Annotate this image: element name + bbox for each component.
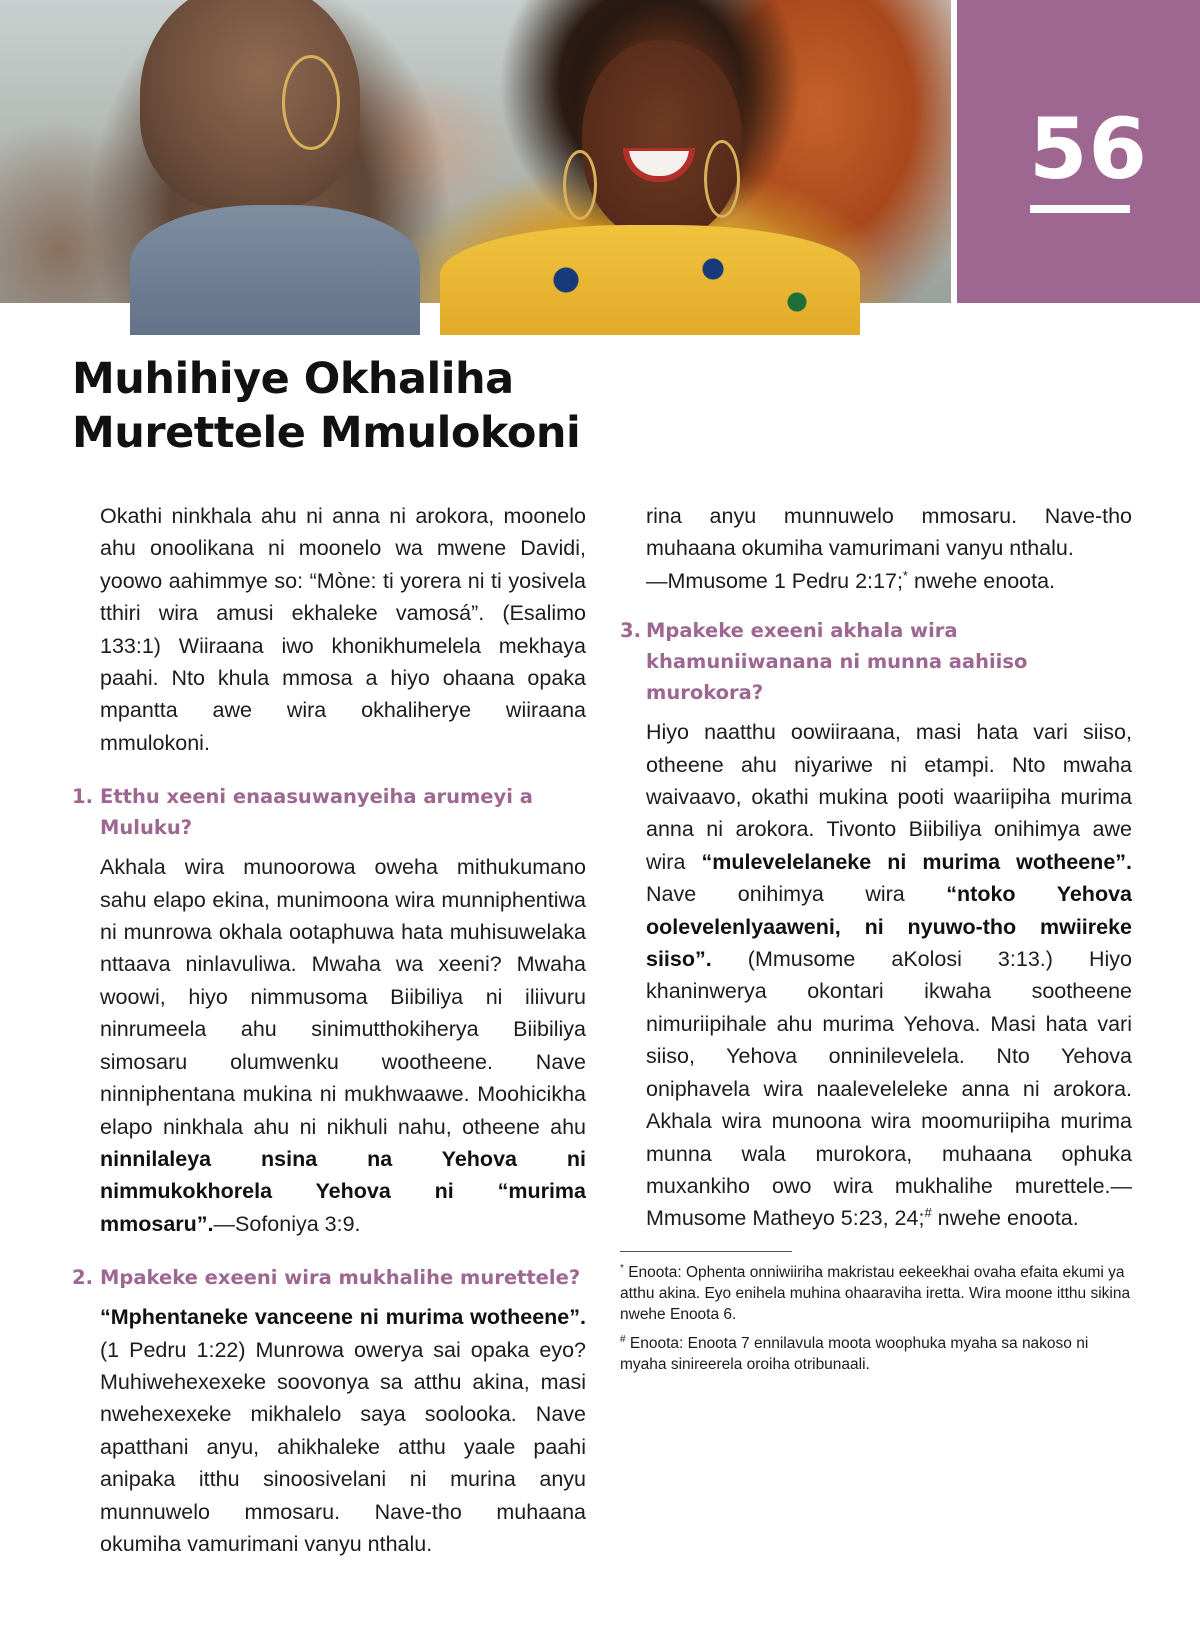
question-2-text: Mpakeke exeeni wira mukhalihe murettele? xyxy=(100,1266,581,1290)
question-3-number: 3. xyxy=(620,619,641,643)
answer-2-scripture: —Mmusome 1 Pedru 2:17; xyxy=(646,568,903,593)
answer-2-text: (1 Pedru 1:22) Munrowa owerya sai opaka eyo? Muhiwehexexeke soovonya sa atthu akina, masi nwehexexeke mikhalelo saya soolooka. Nave apatthani anyu, ahikhaleke atthu yaale paahi anipaka itthu sinoosivelani ni murina anyu munnuwelo mmosaru. Nave-tho muhaana okumiha vamurimani vanyu nthalu. xyxy=(100,1337,586,1556)
chapter-tab xyxy=(957,0,1200,303)
question-2 xyxy=(72,1262,586,1293)
footnote-1-mark: * xyxy=(620,1262,624,1274)
photo-earring-left xyxy=(282,55,340,150)
answer-3-text-c: (Mmusome aKolosi 3:13.) Hiyo khaninwerya okontari ikwaha sootheene nimuriipihale ahu murima Yehova. Masi hata vari siiso, Yehova onninilevelela. Nto Yehova oniphavela wira naaleveleleke anna ni arokora. Akhala wira munoona wira moomuriipiha murima munna wala murokora, muhaana ophuka muxankiho owo wira mukhalihe murettele.—Mmusome Matheyo 5:23, 24; xyxy=(646,947,1132,1231)
answer-2-see-note: nwehe enoota. xyxy=(907,568,1056,593)
page-title xyxy=(72,352,772,460)
answer-2-continued: rina anyu munnuwelo mmosaru. Nave-tho muhaana okumiha vamurimani vanyu nthalu. —Mmusome 1 Pedru 2:17;* nwehe enoota. xyxy=(646,504,1132,593)
footnote-2 xyxy=(620,1333,1132,1375)
page-title-line-2: Murettele Mmulokoni xyxy=(72,408,581,458)
right-column xyxy=(620,500,1132,1383)
footnote-1-text: Enoota: Ophenta onniwiiriha makristau eekeekhai ovaha efaita ekumi ya atthu akina. Eyo enihela muhina ohaaraviha iretta. Wira moone itthu sikina nwehe Enoota 6. xyxy=(620,1263,1131,1323)
photo-patterned-dress xyxy=(440,225,860,335)
photo-earring-woman-left xyxy=(563,150,597,220)
question-1 xyxy=(72,781,586,843)
question-3-text: Mpakeke exeeni akhala wira khamuniiwanana ni munna aahiiso murokora? xyxy=(646,619,1028,705)
answer-3-text-b: Nave onihimya wira xyxy=(646,882,947,907)
answer-1-scripture: —Sofoniya 3:9. xyxy=(213,1211,361,1236)
footnote-ref-star[interactable]: * xyxy=(902,567,908,583)
answer-3-bold-1: “mulevelelaneke ni murima wotheene”. xyxy=(701,849,1132,874)
question-1-number: 1. xyxy=(72,785,93,809)
page-title-line-1: Muhihiye Okhaliha xyxy=(72,354,514,404)
left-column xyxy=(72,500,586,1625)
question-1-text: Etthu xeeni enaasuwanyeiha arumeyi a Muluku? xyxy=(100,785,533,840)
answer-3-paragraph xyxy=(620,716,1132,1235)
question-3 xyxy=(620,615,1132,708)
intro-paragraph: Okathi ninkhala ahu ni anna ni arokora, moonelo ahu onoolikana ni moonelo wa mwene Davidi, yoowo aahimmye so: “Mòne: ti yorera ni ti yosivela tthiri wira amusi ekhaleke vamosá”. (Esalimo 133:1) Wiiraana iwo khonikhumelela mekhaya paahi. Nto khula mmosa a hiyo ohaana opaka mpantta awe wira okhaliherye wiiraana mmulokoni. xyxy=(100,504,586,755)
photo-person-left-shoulder xyxy=(130,205,420,335)
answer-3-see-note: nwehe enoota. xyxy=(931,1206,1079,1231)
footnote-divider xyxy=(620,1251,792,1252)
footnote-1 xyxy=(620,1262,1132,1325)
footnote-2-text: Enoota: Enoota 7 ennilavula moota woophuka myaha sa nakoso ni myaha sinireerela oroiha otribunaali. xyxy=(620,1334,1089,1373)
answer-2-paragraph xyxy=(72,1301,586,1625)
answer-1-paragraph xyxy=(72,851,586,1240)
answer-1-text: Akhala wira munoorowa oweha mithukumano sahu elapo ekina, munimoona wira munniphentiwa ni munrowa okhala ootaphuwa hata muhisuwelaka nttaava ninlavuliwa. Mwaha wa xeeni? Mwaha woowi, hiyo nimmusoma Biibiliya ni iliivuru ninrumeela ahu sinimutthokiherya Biibiliya simosaru olumwenku wootheene. Nave ninniphentana mukina ni mukhwaawe. Moohicikha elapo ninkhala ahu ni nikhuli nahu, otheene ahu xyxy=(100,855,586,1139)
chapter-underline xyxy=(1030,205,1130,213)
answer-1-bold: ninnilaleya nsina na Yehova ni nimmukokhorela Yehova ni “murima mmosaru”. xyxy=(100,1146,586,1236)
answer-3-text-a: Hiyo naatthu oowiiraana, masi hata vari siiso, otheene ahu niyariwe ni etampi. Nto mwaha waivaavo, okathi mukina pooti waariipiha murima anna ni arokora. Tivonto Biibiliya onihimya awe wira xyxy=(646,720,1132,874)
footnote-2-mark: # xyxy=(620,1333,626,1345)
footnote-ref-hash[interactable]: # xyxy=(924,1205,932,1221)
photo-earring-woman-right xyxy=(704,140,740,218)
header-photo xyxy=(0,0,951,303)
answer-3-bold-2: “ntoko Yehova oolevelenlyaaweni, ni nyuwo-tho mwiireke siiso”. xyxy=(646,882,1132,972)
answer-2-bold: “Mphentaneke vanceene ni murima wotheene”. xyxy=(100,1305,586,1330)
question-2-number: 2. xyxy=(72,1266,93,1290)
chapter-number: 56 xyxy=(1029,100,1148,198)
